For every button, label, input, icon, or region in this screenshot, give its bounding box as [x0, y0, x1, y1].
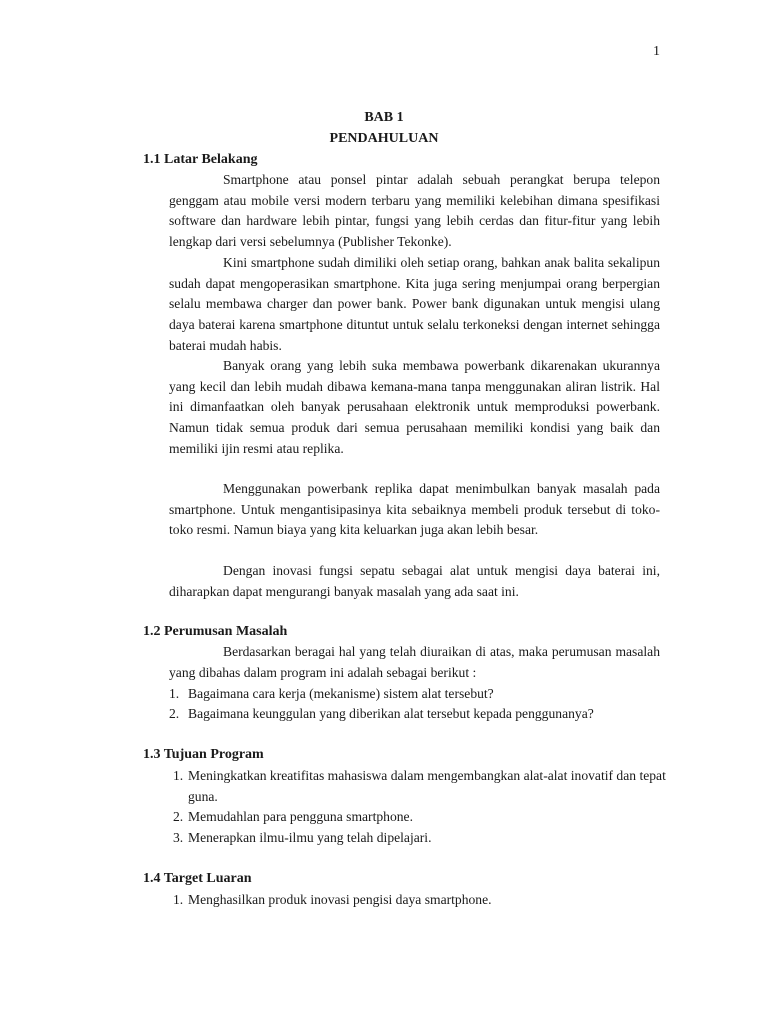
list-text: Menghasilkan produk inovasi pengisi daya smartphone. [188, 892, 492, 907]
list-item [169, 807, 660, 828]
list-text: Meningkatkan kreatifitas mahasiswa dalam mengembangkan alat-alat inovatif dan tepat guna. [188, 768, 666, 804]
chapter-title: PENDAHULUAN [329, 131, 439, 146]
paragraph: Menggunakan powerbank replika dapat menimbulkan banyak masalah pada smartphone. Untuk mengantisipasinya kita sebaiknya membeli produk tersebut di toko-toko resmi. Namun biaya yang kita keluarkan juga akan lebih besar. [169, 481, 660, 538]
list-item [169, 828, 660, 849]
list-text: Bagaimana keunggulan yang diberikan alat tersebut kepada penggunanya? [188, 706, 594, 721]
paragraph: Banyak orang yang lebih suka membawa powerbank dikarenakan ukurannya yang kecil dan lebih mudah dibawa kemana-mana tanpa menggunakan aliran listrik. Hal ini dimanfaatkan oleh banyak perusahaan elektronik untuk memproduksi powerbank. Namun tidak semua produk dari semua perusahaan memiliki kondisi yang baik dan memiliki ijin resmi atau replika. [169, 358, 660, 456]
list-item [169, 766, 666, 807]
section-heading-latar-belakang: 1.1 Latar Belakang [143, 152, 258, 167]
list-item [169, 890, 660, 911]
list-number: 2. [173, 809, 184, 824]
list-text: Memudahlan para pengguna smartphone. [188, 809, 413, 824]
paragraph: Kini smartphone sudah dimiliki oleh setiap orang, bahkan anak balita sekalipun sudah dapat mengoperasikan smartphone. Kita juga sering menjumpai orang berpergian selalu membawa charger dan power bank. Power bank digunakan untuk mengisi ulang daya baterai karena smartphone dituntut untuk selalu terkoneksi dengan internet sehingga baterai mudah habis. [169, 255, 660, 353]
section-heading-perumusan-masalah: 1.2 Perumusan Masalah [143, 624, 288, 639]
paragraph: Berdasarkan beragai hal yang telah diuraikan di atas, maka perumusan masalah yang dibahas dalam program ini adalah sebagai berikut : [169, 644, 660, 680]
list-item [169, 704, 660, 725]
list-item [169, 684, 660, 705]
list-number: 1. [169, 686, 180, 701]
paragraph: Dengan inovasi fungsi sepatu sebagai alat untuk mengisi daya baterai ini, diharapkan dapat mengurangi banyak masalah yang ada saat ini. [169, 563, 660, 599]
list-text: Menerapkan ilmu-ilmu yang telah dipelajari. [188, 830, 432, 845]
page-number: 1 [653, 44, 660, 59]
list-number: 1. [173, 892, 184, 907]
section-heading-target-luaran: 1.4 Target Luaran [143, 871, 252, 886]
list-number: 3. [173, 830, 184, 845]
section-heading-tujuan-program: 1.3 Tujuan Program [143, 747, 264, 762]
list-number: 2. [169, 706, 180, 721]
list-number: 1. [173, 768, 184, 783]
chapter-label: BAB 1 [364, 110, 404, 125]
paragraph: Smartphone atau ponsel pintar adalah sebuah perangkat berupa telepon genggam atau mobile versi modern terbaru yang memiliki kelebihan dimana spesifikasi software dan hardware lebih pintar, fungsi yang lebih cerdas dan fitur-fitur yang lebih lengkap dari versi sebelumnya (Publisher Tekonke). [169, 172, 660, 250]
list-text: Bagaimana cara kerja (mekanisme) sistem alat tersebut? [188, 686, 494, 701]
